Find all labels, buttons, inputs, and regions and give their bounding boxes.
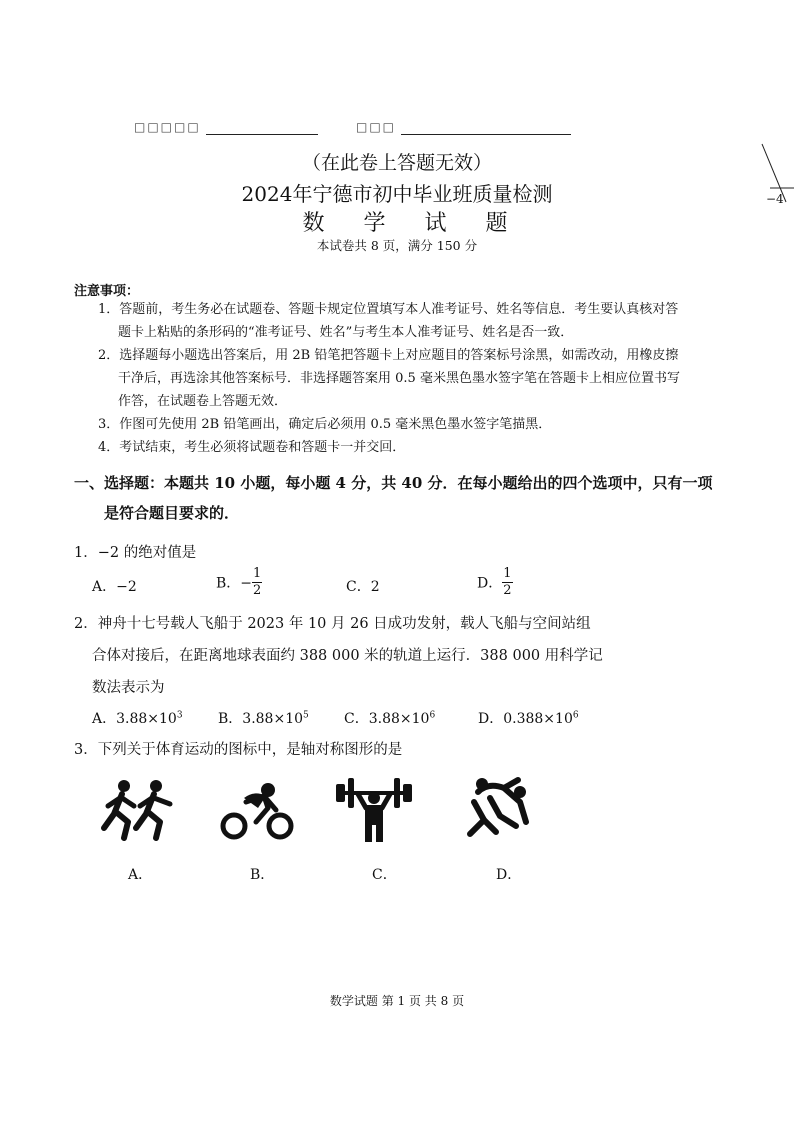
q3-option-b: B． — [250, 867, 275, 883]
question-2-line-2: 合体对接后，在距离地球表面约 388 000 米的轨道上运行．388 000 用科学记 — [92, 648, 603, 664]
q2-option-b-exponent: 5 — [303, 710, 309, 721]
notice-line: 1．答题前，考生务必在试题卷、答题卡规定位置填写本人准考证号、姓名等信息．考生要认真核对答 — [98, 302, 679, 317]
weightlifting-icon — [334, 774, 414, 844]
exam-info: 本试卷共 8 页，满分 150 分 — [316, 238, 478, 253]
field2-underline — [401, 120, 571, 135]
notice-list — [98, 298, 738, 459]
q2-option-c-base: C．3.88×10 — [344, 711, 430, 727]
q2-option-c — [344, 708, 435, 728]
section-line-2: 是符合题目要求的． — [104, 504, 240, 522]
fraction — [502, 566, 512, 599]
notice-line: 3．作图可先使用 2B 铅笔画出，确定后必须用 0.5 毫米黑色墨水签字笔描黑． — [98, 417, 552, 432]
q2-option-d — [478, 708, 579, 728]
running-icon — [100, 778, 178, 842]
fraction — [252, 566, 262, 599]
notice-line: 2．选择题每小题选出答案后，用 2B 铅笔把答题卡上对应题目的答案标号涂黑，如需改动，用橡皮擦 — [98, 348, 679, 363]
q3-option-c: C． — [372, 867, 397, 883]
fraction-denominator: 2 — [503, 583, 512, 598]
invalid-note: （在此卷上答题无效） — [301, 152, 492, 174]
judo-icon — [460, 772, 532, 842]
page-footer: 数学试题 第 1 页 共 8 页 — [329, 994, 465, 1008]
q2-option-b-base: B．3.88×10 — [218, 711, 304, 727]
notice-heading: 注意事项： — [74, 284, 140, 299]
q1-option-b-prefix: B．− — [216, 575, 253, 592]
q2-option-a — [92, 708, 183, 728]
notice-line: 4．考试结束，考生必须将试题卷和答题卡一并交回． — [98, 440, 406, 455]
notice-line: 干净后，再选涂其他答案标号．非选择题答案用 0.5 毫米黑色墨水签字笔在答题卡上相应位置书写 — [118, 371, 680, 386]
question-2-line-1: 2．神舟十七号载人飞船于 2023 年 10 月 26 日成功发射，载人飞船与空间站组 — [74, 616, 591, 632]
q1-option-d-prefix: D． — [477, 575, 503, 592]
section-heading — [74, 468, 744, 528]
edge-mark-text: −4 — [766, 192, 784, 206]
q2-option-d-base: D．0.388×10 — [478, 711, 573, 727]
q3-option-a: A． — [128, 867, 153, 883]
fraction-numerator: 1 — [253, 566, 262, 581]
subject-title: 数 学 试 题 — [302, 211, 524, 236]
q2-option-d-exponent: 6 — [572, 710, 579, 721]
section-line-1: 一、选择题：本题共 10 小题，每小题 4 分，共 40 分．在每小题给出的四个选项中，只有一项 — [74, 474, 713, 492]
q1-option-c: C．2 — [346, 579, 380, 595]
q1-option-d — [477, 566, 513, 599]
q2-option-a-base: A．3.88×10 — [92, 711, 177, 727]
fraction-numerator: 1 — [503, 566, 512, 581]
question-3-stem: 3．下列关于体育运动的图标中，是轴对称图形的是 — [74, 742, 403, 758]
q3-option-d: D． — [496, 867, 522, 883]
notice-line: 题卡上粘贴的条形码的“准考证号、姓名”与考生本人准考证号、姓名是否一致． — [118, 325, 574, 340]
q1-option-a: A．−2 — [92, 579, 137, 595]
q2-option-b — [218, 708, 309, 728]
question-1-stem: 1．−2 的绝对值是 — [74, 545, 197, 561]
field1-underline — [206, 120, 318, 135]
field1-label: □□□□□ — [134, 120, 201, 134]
q1-option-b — [216, 566, 262, 599]
notice-line: 作答，在试题卷上答题无效． — [118, 394, 288, 409]
q2-option-a-exponent: 3 — [176, 710, 183, 721]
q2-option-c-exponent: 6 — [429, 710, 436, 721]
field2-label: □□□ — [355, 120, 396, 134]
question-2-line-3: 数法表示为 — [92, 680, 165, 696]
fraction-denominator: 2 — [253, 583, 262, 598]
exam-name: 2024年宁德市初中毕业班质量检测 — [241, 182, 553, 206]
cycling-icon — [218, 782, 298, 842]
header-fields — [134, 116, 571, 135]
